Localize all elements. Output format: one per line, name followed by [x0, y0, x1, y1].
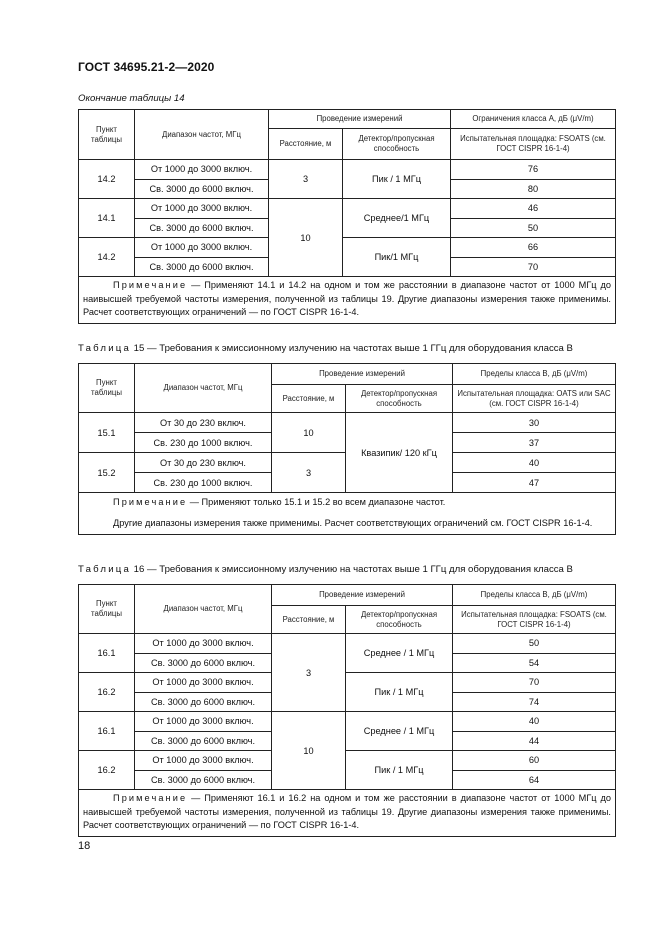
note-label: Примечание [113, 280, 188, 290]
cell-limit: 30 [453, 413, 616, 433]
header-site: Испытательная площадка: FSOATS (см. ГОСТ CISPR 16-1-4) [451, 129, 616, 160]
page-number: 18 [78, 840, 91, 852]
cell-distance: 3 [272, 634, 346, 712]
cell-item: 14.2 [79, 238, 135, 277]
cell-range: От 1000 до 3000 включ. [135, 712, 272, 732]
cell-range: Св. 3000 до 6000 включ. [135, 653, 272, 673]
header-item: Пункт таблицы [79, 585, 135, 634]
cell-distance: 10 [272, 712, 346, 790]
cell-detector: Пик / 1 МГц [346, 673, 453, 712]
cell-item: 16.2 [79, 673, 135, 712]
header-limits: Пределы класса В, дБ (μV/m) [453, 364, 616, 385]
cell-detector: Среднее / 1 МГц [346, 712, 453, 751]
table-row [79, 238, 616, 258]
header-detector: Детектор/пропускная способность [346, 385, 453, 413]
table-14 [78, 109, 616, 324]
cell-distance: 10 [272, 413, 346, 453]
header-item: Пункт таблицы [79, 110, 135, 160]
cell-range: Св. 3000 до 6000 включ. [135, 692, 272, 712]
caption-label: Таблица [78, 343, 132, 354]
table16-caption [78, 564, 573, 575]
table15-note [79, 493, 616, 535]
note-label: Примечание [113, 497, 188, 507]
cell-limit: 44 [453, 731, 616, 751]
cell-limit: 74 [453, 692, 616, 712]
header-site: Испытательная площадка: OATS или SAC (см. ГОСТ CISPR 16-1-4) [453, 385, 616, 413]
cell-detector: Пик/1 МГц [343, 238, 451, 277]
cell-range: Св. 230 до 1000 включ. [135, 473, 272, 493]
note-text: — Применяют 16.1 и 16.2 на одном и том же расстоянии в диапазоне частот от 1000 МГц до наивысшей требуемой частоты измерения, полученной из таблицы 19. Другие диапазоны измерения также применимы. Расчет соответствующих ограничений — по ГОСТ CISPR 16-1-4. [83, 793, 611, 830]
cell-limit: 70 [453, 673, 616, 693]
cell-distance: 10 [269, 199, 343, 277]
header-detector: Детектор/пропускная способность [343, 129, 451, 160]
table-15 [78, 363, 616, 535]
header-range: Диапазон частот, МГц [135, 364, 272, 413]
caption-text: 15 — Требования к эмиссионному излучению на частотах выше 1 ГГц для оборудования класса В [131, 343, 573, 354]
cell-limit: 40 [453, 712, 616, 732]
cell-limit: 47 [453, 473, 616, 493]
cell-limit: 60 [453, 751, 616, 771]
cell-item: 14.1 [79, 199, 135, 238]
cell-detector: Пик / 1 МГц [346, 751, 453, 790]
table-row [79, 712, 616, 732]
cell-range: Св. 3000 до 6000 включ. [135, 218, 269, 238]
note-label: Примечание [113, 793, 188, 803]
header-limits: Пределы класса В, дБ (μV/m) [453, 585, 616, 606]
cell-range: От 1000 до 3000 включ. [135, 634, 272, 654]
table14-note [79, 277, 616, 324]
cell-range: Св. 3000 до 6000 включ. [135, 257, 269, 277]
header-distance: Расстояние, м [272, 606, 346, 634]
table-row [79, 751, 616, 771]
cell-detector: Среднее/1 МГц [343, 199, 451, 238]
cell-limit: 50 [451, 218, 616, 238]
caption-text: 16 — Требования к эмиссионному излучению на частотах выше 1 ГГц для оборудования класса В [131, 564, 573, 575]
cell-range: От 1000 до 3000 включ. [135, 673, 272, 693]
table-row [79, 673, 616, 693]
table16-note [79, 790, 616, 837]
table-row [79, 160, 616, 180]
note-text: — Применяют только 15.1 и 15.2 во всем диапазоне частот. [187, 497, 446, 507]
header-conduct: Проведение измерений [272, 585, 453, 606]
cell-range: От 1000 до 3000 включ. [135, 751, 272, 771]
cell-detector: Среднее / 1 МГц [346, 634, 453, 673]
header-conduct: Проведение измерений [269, 110, 451, 129]
cell-range: Св. 3000 до 6000 включ. [135, 731, 272, 751]
table-16 [78, 584, 616, 837]
table-row [79, 634, 616, 654]
cell-limit: 50 [453, 634, 616, 654]
cell-limit: 80 [451, 179, 616, 199]
cell-item: 16.2 [79, 751, 135, 790]
cell-range: От 1000 до 3000 включ. [135, 160, 269, 180]
table-row [79, 413, 616, 433]
cell-range: От 30 до 230 включ. [135, 453, 272, 473]
cell-item: 16.1 [79, 712, 135, 751]
cell-item: 14.2 [79, 160, 135, 199]
cell-range: От 1000 до 3000 включ. [135, 199, 269, 219]
cell-limit: 76 [451, 160, 616, 180]
cell-limit: 37 [453, 433, 616, 453]
cell-range: Св. 230 до 1000 включ. [135, 433, 272, 453]
caption-label: Таблица [78, 564, 132, 575]
cell-range: Св. 3000 до 6000 включ. [135, 770, 272, 790]
cell-limit: 66 [451, 238, 616, 258]
header-limits: Ограничения класса А, дБ (μV/m) [451, 110, 616, 129]
header-conduct: Проведение измерений [272, 364, 453, 385]
header-range: Диапазон частот, МГц [135, 110, 269, 160]
note-text-2: Другие диапазоны измерения также применимы. Расчет соответствующих ограничений см. ГОСТ CISPR 16-1-4. [113, 517, 593, 528]
cell-distance: 3 [269, 160, 343, 199]
cell-item: 15.2 [79, 453, 135, 493]
page-header-title: ГОСТ 34695.21-2—2020 [78, 60, 215, 74]
cell-detector: Квазипик/ 120 кГц [346, 413, 453, 493]
header-detector: Детектор/пропускная способность [346, 606, 453, 634]
header-distance: Расстояние, м [272, 385, 346, 413]
cell-item: 15.1 [79, 413, 135, 453]
header-range: Диапазон частот, МГц [135, 585, 272, 634]
note-text: — Применяют 14.1 и 14.2 на одном и том же расстоянии в диапазоне частот от 1000 МГц до наивысшей требуемой частоты измерения, полученной из таблицы 19. Другие диапазоны измерения также применимы. Расчет соответствующих ограничений — по ГОСТ CISPR 16-1-4. [83, 280, 611, 317]
header-item: Пункт таблицы [79, 364, 135, 413]
table14-caption: Окончание таблицы 14 [78, 93, 185, 104]
table-row [79, 199, 616, 219]
header-distance: Расстояние, м [269, 129, 343, 160]
cell-limit: 46 [451, 199, 616, 219]
cell-limit: 54 [453, 653, 616, 673]
cell-range: От 30 до 230 включ. [135, 413, 272, 433]
header-site: Испытательная площадка: FSOATS (см. ГОСТ CISPR 16-1-4) [453, 606, 616, 634]
cell-limit: 40 [453, 453, 616, 473]
cell-range: Св. 3000 до 6000 включ. [135, 179, 269, 199]
cell-limit: 64 [453, 770, 616, 790]
table15-caption [78, 343, 573, 354]
cell-range: От 1000 до 3000 включ. [135, 238, 269, 258]
cell-item: 16.1 [79, 634, 135, 673]
cell-limit: 70 [451, 257, 616, 277]
cell-detector: Пик / 1 МГц [343, 160, 451, 199]
cell-distance: 3 [272, 453, 346, 493]
